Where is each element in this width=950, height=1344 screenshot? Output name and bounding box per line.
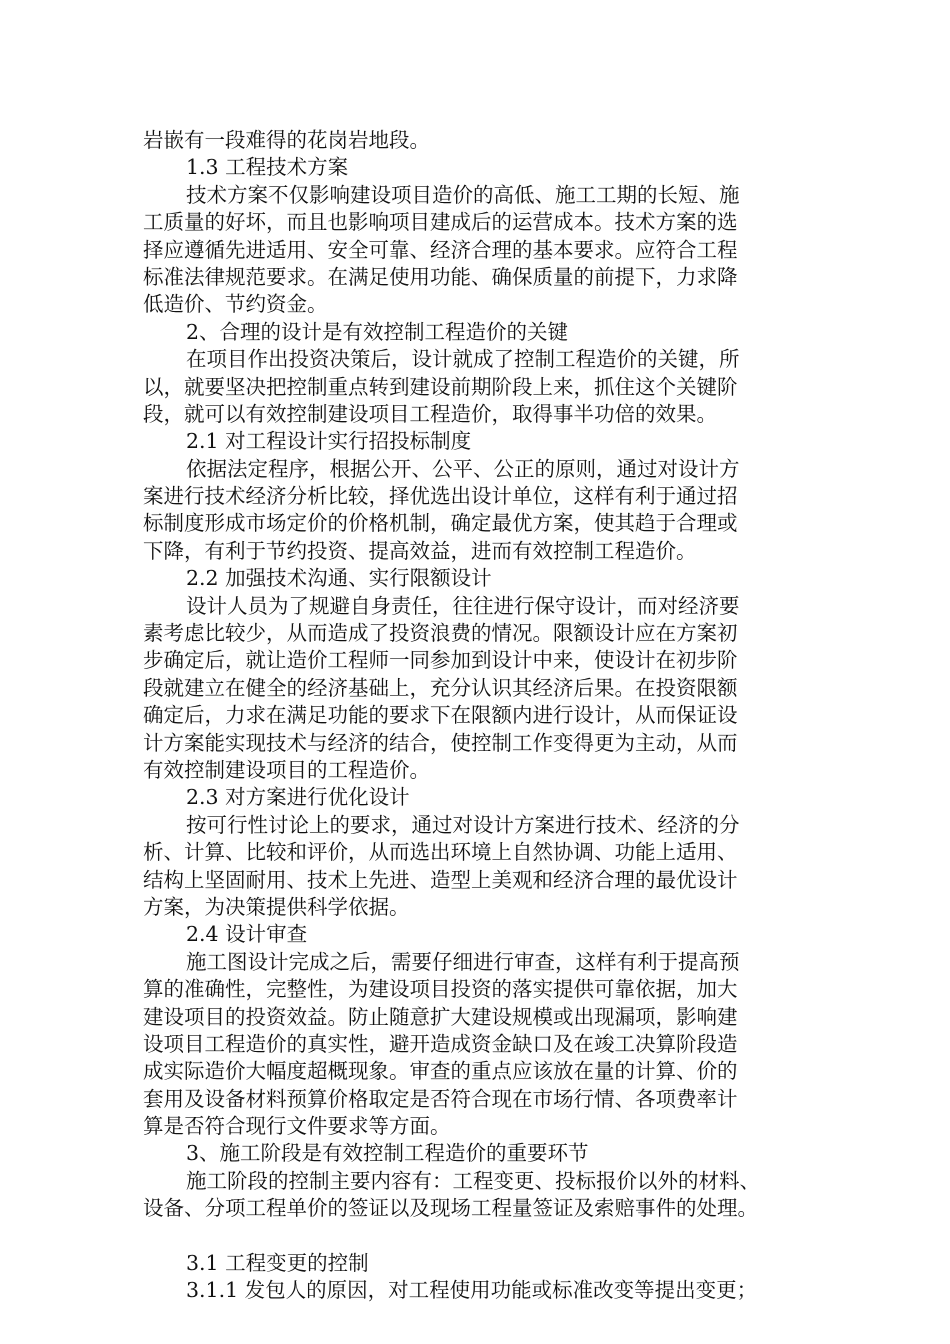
paragraph-line: 套用及设备材料预算价格取定是否符合现在市场行情、各项费率计 [143,1086,738,1111]
section-heading: 2、合理的设计是有效控制工程造价的关键 [186,319,569,344]
section-heading: 2.1 对工程设计实行招投标制度 [186,429,472,454]
paragraph-line: 施工图设计完成之后，需要仔细进行审查，这样有利于提高预 [186,949,740,974]
section-heading: 2.4 设计审查 [186,922,308,947]
paragraph-line: 按可行性讨论上的要求，通过对设计方案进行技术、经济的分 [186,812,740,837]
paragraph-line: 结构上坚固耐用、技术上先进、造型上美观和经济合理的最优设计 [143,867,738,892]
paragraph-line: 岩嵌有一段难得的花岗岩地段。 [143,128,430,152]
paragraph-line: 标准法律规范要求。在满足使用功能、确保质量的前提下，力求降 [143,264,738,289]
paragraph-line: 析、计算、比较和评价，从而选出环境上自然协调、功能上适用、 [143,840,738,865]
paragraph-line: 确定后，力求在满足功能的要求下在限额内进行设计，从而保证设 [143,703,738,728]
section-heading: 3.1 工程变更的控制 [186,1251,369,1276]
paragraph-line: 设备、分项工程单价的签证以及现场工程量签证及索赔事件的处理。 [143,1196,758,1221]
blank-line [143,1223,823,1250]
paragraph-line: 方案，为决策提供科学依据。 [143,894,410,919]
paragraph-line: 计方案能实现技术与经济的结合，使控制工作变得更为主动，从而 [143,730,738,755]
paragraph-line: 素考虑比较少，从而造成了投资浪费的情况。限额设计应在方案初 [143,621,738,646]
document-body [143,127,823,1305]
paragraph-line: 建设项目的投资效益。防止随意扩大建设规模或出现漏项，影响建 [143,1004,738,1029]
section-heading: 2.2 加强技术沟通、实行限额设计 [186,566,492,591]
paragraph-line: 技术方案不仅影响建设项目造价的高低、施工工期的长短、施 [186,182,740,207]
paragraph-line: 以，就要坚决把控制重点转到建设前期阶段上来，抓住这个关键阶 [143,374,738,399]
paragraph-line: 设计人员为了规避自身责任，往往进行保守设计，而对经济要 [186,593,740,618]
paragraph-line: 施工阶段的控制主要内容有：工程变更、投标报价以外的材料、 [186,1168,760,1193]
paragraph-line: 低造价、节约资金。 [143,292,328,317]
section-heading: 1.3 工程技术方案 [186,155,349,180]
paragraph-line: 算是否符合现行文件要求等方面。 [143,1114,451,1139]
paragraph-line: 步确定后，就让造价工程师一同参加到设计中来，使设计在初步阶 [143,648,738,673]
paragraph-line: 择应遵循先进适用、安全可靠、经济合理的基本要求。应符合工程 [143,237,738,262]
paragraph-line: 标制度形成市场定价的价格机制，确定最优方案，使其趋于合理或 [143,511,738,536]
paragraph-line: 段就建立在健全的经济基础上，充分认识其经济后果。在投资限额 [143,675,738,700]
section-heading: 3、施工阶段是有效控制工程造价的重要环节 [186,1141,589,1166]
paragraph-line: 依据法定程序，根据公开、公平、公正的原则，通过对设计方 [186,456,740,481]
paragraph-line: 算的准确性，完整性，为建设项目投资的落实提供可靠依据，加大 [143,977,738,1002]
paragraph-line: 设项目工程造价的真实性，避开造成资金缺口及在竣工决算阶段造 [143,1031,738,1056]
paragraph-line: 工质量的好坏，而且也影响项目建成后的运营成本。技术方案的选 [143,210,738,235]
paragraph-line: 段，就可以有效控制建设项目工程造价，取得事半功倍的效果。 [143,401,717,426]
paragraph-line: 3.1.1 发包人的原因，对工程使用功能或标准改变等提出变更； [186,1278,758,1303]
paragraph-line: 成实际造价大幅度超概现象。审查的重点应该放在量的计算、价的 [143,1059,738,1084]
section-heading: 2.3 对方案进行优化设计 [186,785,410,810]
paragraph-line: 有效控制建设项目的工程造价。 [143,757,430,782]
paragraph-line: 在项目作出投资决策后，设计就成了控制工程造价的关键，所 [186,347,740,372]
paragraph-line: 案进行技术经济分析比较，择优选出设计单位，这样有利于通过招 [143,484,738,509]
paragraph-line: 下降，有利于节约投资、提高效益，进而有效控制工程造价。 [143,538,697,563]
